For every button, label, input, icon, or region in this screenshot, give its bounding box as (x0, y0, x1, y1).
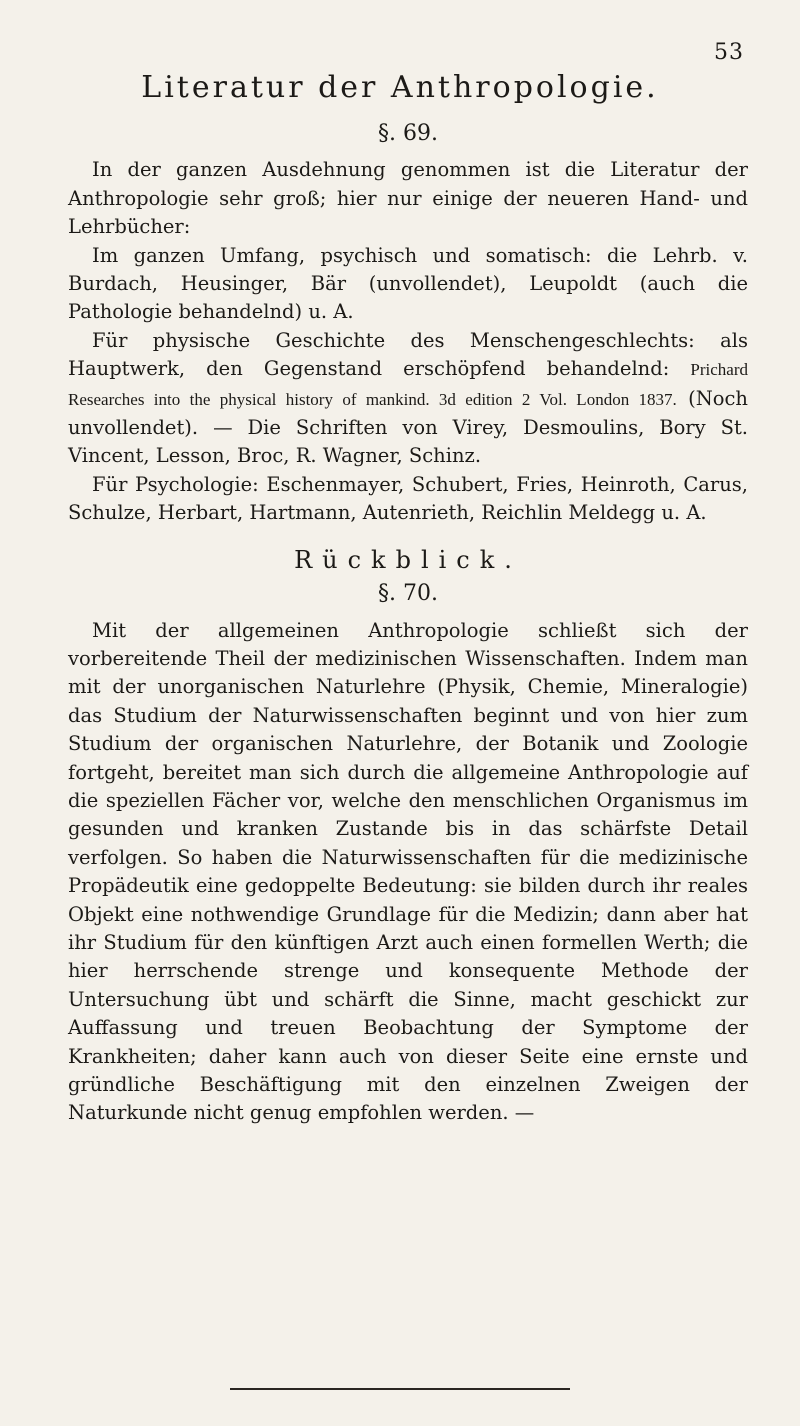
running-head: Literatur der Anthropologie. (141, 70, 659, 105)
physical-history-text: Für physische Geschichte des Menschengeschlechts: als Hauptwerk, den Gegenstand erschöpfend behandelnd: (68, 328, 748, 381)
section-heading-70: §. 70. (378, 581, 438, 607)
page-number: 53 (714, 40, 744, 65)
section-heading-69: §. 69. (378, 121, 438, 146)
page-body (68, 120, 748, 1128)
bottom-rule (230, 1388, 570, 1390)
paragraph-rueckblick: Mit der allgemeinen Anthropologie schließt sich der vorbereitende Theil der medizinischen Wissenschaften. Indem man mit der unorganischen Naturlehre (Physik, Chemie, Mineralogie) das Studium der Naturwissenschaften beginnt und von hier zum Studium der organischen Naturlehre, der Botanik und Zoologie fortgeht, bereitet man sich durch die allgemeine Anthropologie auf die speziellen Fächer vor, welche den menschlichen Organismus im gesunden und kranken Zustande bis in das schärfste Detail verfolgen. So haben die Naturwissenschaften für die medizinische Propädeutik eine gedoppelte Bedeutung: sie bilden durch ihr reales Objekt eine nothwendige Grundlage für die Medizin; dann aber hat ihr Studium für den künftigen Arzt auch einen formellen Werth; die hier herrschende strenge und konsequente Methode der Untersuchung übt und schärft die Sinne, macht geschickt zur Auffassung und treuen Beobachtung der Symptome der Krankheiten; daher kann auch von dieser Seite eine ernste und gründliche Beschäftigung mit den einzelnen Zweigen der Naturkunde nicht genug empfohlen werden. — (68, 618, 748, 1125)
paragraph-physical-history (68, 327, 748, 471)
paragraph-intro: In der ganzen Ausdehnung genommen ist die Literatur der Anthropologie sehr groß; hier nur einige der neueren Hand- und Lehrbücher: (68, 158, 748, 239)
physical-history-authors: (Noch unvollendet). — Die Schriften von Virey, Desmoulins, Bory St. Vincent, Lesson, Broc, R. Wagner, Schinz. (68, 386, 748, 468)
prichard-citation: Prichard Researches into the physical history of mankind. 3d edition 2 Vol. London 1837. (68, 360, 748, 409)
paragraph-general-works: Im ganzen Umfang, psychisch und somatisch: die Lehrb. v. Burdach, Heusinger, Bär (unvollendet), Leupoldt (auch die Pathologie behandelnd) u. A. (68, 243, 748, 324)
rueckblick-title: Rückblick. (294, 545, 522, 574)
paragraph-psychology: Für Psychologie: Eschenmayer, Schubert, Fries, Heinroth, Carus, Schulze, Herbart, Hartmann, Autenrieth, Reichlin Meldegg u. A. (68, 472, 748, 525)
